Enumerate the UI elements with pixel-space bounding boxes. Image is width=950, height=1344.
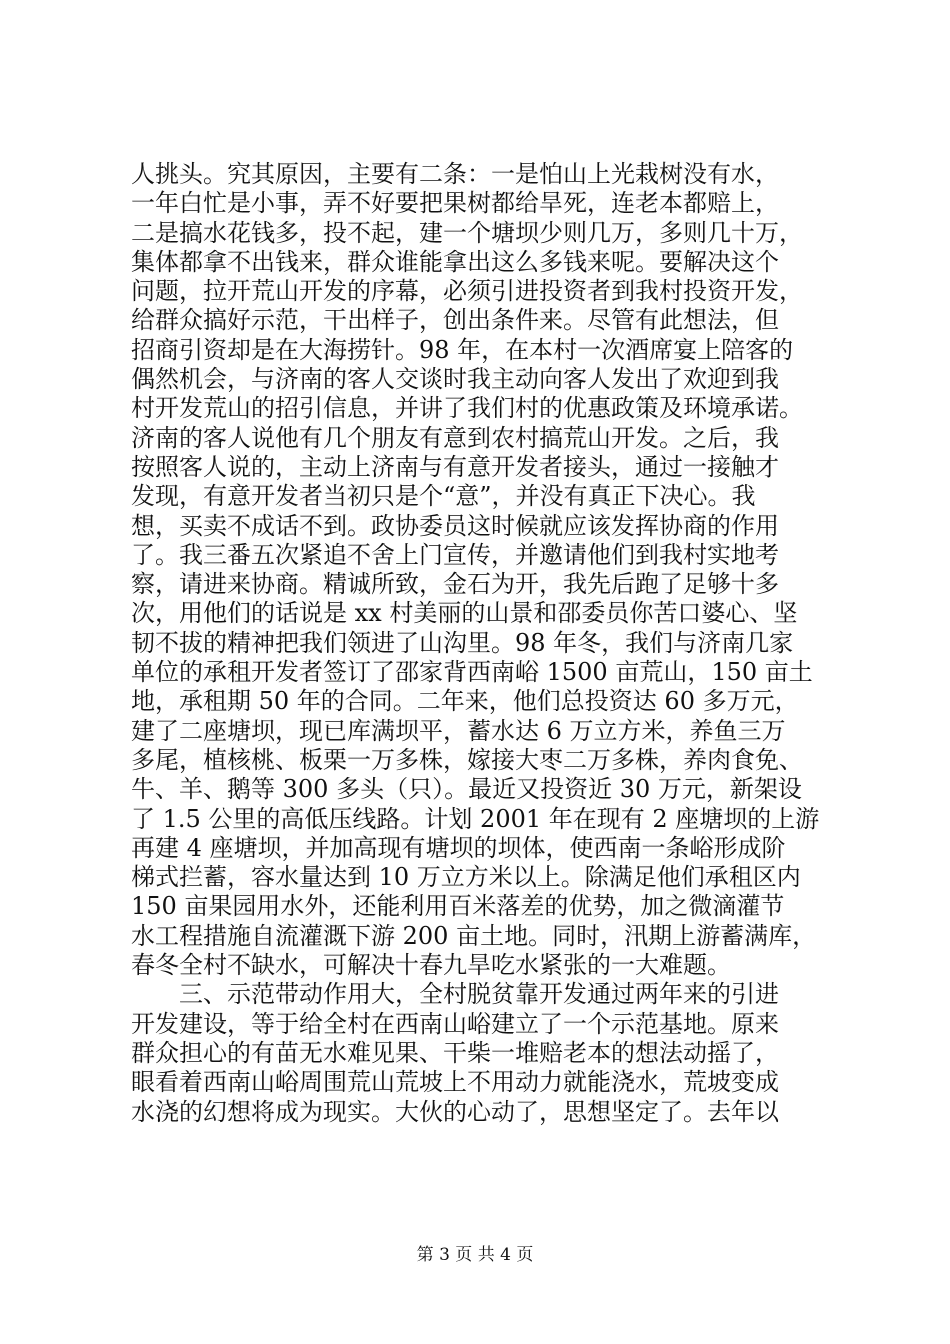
text-line: 韧不拔的精神把我们领进了山沟里。98 年冬，我们与济南几家 [131,628,794,657]
text-line: 梯式拦蓄，容水量达到 10 万立方米以上。除满足他们承租区内 [131,863,801,892]
text-line: 集体都拿不出钱来，群众谁能拿出这么多钱来呢。要解决这个 [131,247,779,276]
text-line: 春冬全村不缺水，可解决十春九旱吃水紧张的一大难题。 [131,951,731,980]
text-line: 水浇的幻想将成为现实。大伙的心动了，思想坚定了。去年以 [131,1097,779,1126]
text-line: 次，用他们的话说是 xx 村美丽的山景和邵委员你苦口婆心、坚 [131,599,798,628]
text-line: 按照客人说的，主动上济南与有意开发者接头，通过一接触才 [131,452,779,481]
text-line: 单位的承租开发者签订了邵家背西南峪 1500 亩荒山，150 亩土 [131,658,813,687]
text-line: 三、示范带动作用大，全村脱贫靠开发通过两年来的引进 [131,980,779,1009]
text-line: 发现，有意开发者当初只是个“意”，并没有真正下决心。我 [131,482,756,511]
text-line: 想，买卖不成话不到。政协委员这时候就应该发挥协商的作用 [131,511,779,540]
text-line: 开发建设，等于给全村在西南山峪建立了一个示范基地。原来 [131,1009,779,1038]
text-line: 再建 4 座塘坝，并加高现有塘坝的坝体，使西南一条峪形成阶 [131,833,786,862]
text-line: 人挑头。究其原因，主要有二条：一是怕山上光栽树没有水， [131,160,779,188]
text-line: 群众担心的有苗无水难见果、干柴一堆赔老本的想法动摇了， [131,1038,779,1067]
text-line: 150 亩果园用水外，还能利用百米落差的优势，加之微滴灌节 [131,892,785,921]
text-line: 察，请进来协商。精诚所致，金石为开，我先后跑了足够十多 [131,570,779,599]
text-line: 一年白忙是小事，弄不好要把果树都给旱死，连老本都赔上， [131,189,779,218]
text-line: 水工程措施自流灌溉下游 200 亩土地。同时，汛期上游蓄满库， [131,921,817,950]
text-line: 济南的客人说他有几个朋友有意到农村搞荒山开发。之后，我 [131,423,779,452]
text-line: 多尾，植核桃、板栗一万多株，嫁接大枣二万多株，养肉食免、 [131,745,803,774]
text-line: 建了二座塘坝，现已库满坝平，蓄水达 6 万立方米，养鱼三万 [131,716,786,745]
text-line: 眼看着西南山峪周围荒山荒坡上不用动力就能浇水，荒坡变成 [131,1068,779,1097]
text-line: 偶然机会，与济南的客人交谈时我主动向客人发出了欢迎到我 [131,365,779,394]
text-line: 给群众搞好示范，干出样子，创出条件来。尽管有此想法，但 [131,306,779,335]
text-line: 二是搞水花钱多，投不起，建一个塘坝少则几万，多则几十万， [131,218,803,247]
body-text [131,160,831,1127]
text-line: 牛、羊、鹅等 300 多头（只）。最近又投资近 30 万元，新架设 [131,775,802,804]
text-line: 问题，拉开荒山开发的序幕，必须引进投资者到我村投资开发， [131,277,803,306]
page-number-footer: 第 3 页 共 4 页 [416,1245,534,1265]
text-line: 村开发荒山的招引信息，并讲了我们村的优惠政策及环境承诺。 [131,394,803,423]
text-line: 招商引资却是在大海捞针。98 年，在本村一次酒席宴上陪客的 [131,335,794,364]
text-line: 了 1.5 公里的高低压线路。计划 2001 年在现有 2 座塘坝的上游 [131,804,820,833]
text-line: 地，承租期 50 年的合同。二年来，他们总投资达 60 多万元， [131,687,799,716]
text-line: 了。我三番五次紧追不舍上门宣传，并邀请他们到我村实地考 [131,540,779,569]
